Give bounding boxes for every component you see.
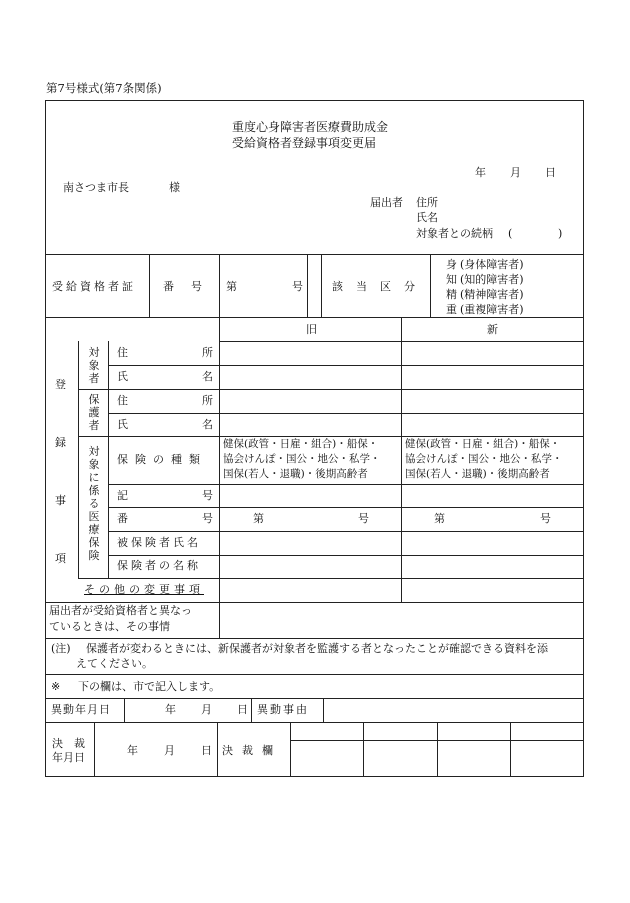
applicant-relation-label: 対象者との続柄 bbox=[416, 227, 493, 240]
insurance-option-old: 国保(若人・退職)・後期高齢者 bbox=[223, 468, 368, 480]
applicant-name-label: 氏名 bbox=[416, 211, 438, 224]
field-label: 所 bbox=[202, 346, 213, 359]
reason-line1: 届出者が受給資格者と異なっ bbox=[49, 604, 192, 617]
insurance-option-old: 健保(政管・日雇・組合)・船保・ bbox=[223, 438, 379, 450]
insurance-option-new: 健保(政管・日雇・組合)・船保・ bbox=[405, 438, 561, 450]
registration-label-char: 事 bbox=[55, 494, 66, 507]
divider bbox=[251, 698, 252, 722]
category-short: 重 bbox=[446, 303, 457, 316]
cert-number-label: 番 号 bbox=[163, 280, 205, 293]
change-day-label: 日 bbox=[237, 703, 248, 716]
subject-label: 対象者 bbox=[88, 346, 100, 385]
insurance-type-label: 保険の種類 bbox=[117, 453, 207, 466]
insurance-number-go-new: 号 bbox=[540, 512, 551, 525]
insurance-option-new: 国保(若人・退職)・後期高齢者 bbox=[405, 468, 550, 480]
divider bbox=[124, 698, 125, 722]
divider bbox=[78, 389, 584, 390]
outer-right-border bbox=[583, 100, 584, 777]
category-long: (精神障害者) bbox=[460, 288, 524, 301]
divider bbox=[45, 602, 584, 603]
field-label: 号 bbox=[202, 489, 213, 502]
addressee-honorific: 様 bbox=[169, 181, 180, 194]
decision-label-line2: 年月日 bbox=[52, 751, 85, 764]
category-short: 身 bbox=[446, 258, 457, 271]
category-long: (身体障害者) bbox=[460, 258, 524, 271]
insured-name-label: 被保険者氏名 bbox=[117, 536, 201, 549]
form-title: 重度心身障害者医療費助成金 bbox=[232, 120, 389, 134]
divider bbox=[401, 317, 402, 602]
registration-label-char: 録 bbox=[55, 436, 66, 449]
insurance-option-old: 協会けんぽ・国公・地公・私学・ bbox=[223, 453, 381, 465]
field-label: 氏 bbox=[117, 370, 128, 383]
divider bbox=[307, 254, 308, 317]
outer-left-border bbox=[45, 100, 46, 777]
guardian-label: 保護者 bbox=[88, 393, 100, 432]
date-month-label: 月 bbox=[510, 166, 521, 179]
divider bbox=[45, 317, 584, 318]
cert-number-go: 号 bbox=[292, 280, 303, 293]
decision-column-label: 決裁欄 bbox=[222, 744, 282, 757]
field-label: 住 bbox=[117, 394, 128, 407]
addressee-name: 南さつま市長 bbox=[63, 181, 129, 194]
divider bbox=[430, 254, 431, 317]
insurer-name-label: 保険者の名称 bbox=[117, 559, 201, 572]
field-label: 所 bbox=[202, 394, 213, 407]
date-year-label: 年 bbox=[475, 166, 486, 179]
divider bbox=[437, 722, 438, 776]
change-reason-label: 異動事由 bbox=[257, 703, 309, 716]
field-label: 名 bbox=[202, 418, 213, 431]
divider bbox=[323, 698, 324, 722]
applicant-label: 届出者 bbox=[370, 196, 403, 209]
divider bbox=[108, 507, 584, 508]
field-label: 名 bbox=[202, 370, 213, 383]
cert-label: 受給資格者証 bbox=[52, 280, 136, 293]
divider bbox=[78, 436, 584, 437]
divider bbox=[217, 722, 218, 776]
divider bbox=[45, 254, 584, 255]
insurance-label: 対象に係る医療保険 bbox=[88, 445, 100, 562]
note-line2: えてください。 bbox=[76, 657, 153, 670]
divider bbox=[45, 722, 584, 723]
divider bbox=[94, 722, 95, 776]
divider bbox=[45, 674, 584, 675]
divider bbox=[108, 555, 584, 556]
category-short: 知 bbox=[446, 273, 457, 286]
divider bbox=[108, 413, 584, 414]
category-label: 該当区分 bbox=[332, 280, 428, 293]
decision-day-label: 日 bbox=[201, 744, 212, 757]
divider bbox=[108, 341, 109, 578]
field-label: 住 bbox=[117, 346, 128, 359]
change-date-label: 異動年月日 bbox=[51, 703, 111, 716]
category-short: 精 bbox=[446, 288, 457, 301]
applicant-address-label: 住所 bbox=[416, 196, 438, 209]
field-label: 記 bbox=[117, 489, 128, 502]
decision-label-line1: 決 裁 bbox=[52, 737, 85, 750]
divider bbox=[219, 254, 220, 638]
cert-number-dai: 第 bbox=[226, 280, 237, 293]
divider bbox=[510, 722, 511, 776]
change-year-label: 年 bbox=[165, 703, 176, 716]
insurance-number-dai-old: 第 bbox=[253, 512, 264, 525]
outer-top-border bbox=[45, 100, 584, 101]
divider bbox=[363, 722, 364, 776]
column-old: 旧 bbox=[306, 323, 317, 336]
category-long: (知的障害者) bbox=[460, 273, 524, 286]
form-number: 第7号様式(第7条関係) bbox=[46, 81, 162, 95]
field-label: 氏 bbox=[117, 418, 128, 431]
divider bbox=[108, 484, 584, 485]
registration-label-char: 登 bbox=[55, 378, 66, 391]
notice-mark: ※ bbox=[51, 680, 61, 693]
divider bbox=[108, 531, 584, 532]
decision-year-label: 年 bbox=[127, 744, 138, 757]
column-new: 新 bbox=[487, 323, 498, 336]
relation-paren-open: ( bbox=[508, 227, 513, 240]
form-subtitle: 受給資格者登録事項変更届 bbox=[232, 136, 377, 150]
field-label: 号 bbox=[202, 512, 213, 525]
outer-bottom-border bbox=[45, 776, 584, 777]
reason-line2: ているときは、その事情 bbox=[49, 620, 170, 633]
relation-paren-close: ) bbox=[558, 227, 563, 240]
category-long: (重複障害者) bbox=[460, 303, 524, 316]
decision-month-label: 月 bbox=[164, 744, 175, 757]
insurance-number-go-old: 号 bbox=[358, 512, 369, 525]
change-month-label: 月 bbox=[201, 703, 212, 716]
divider bbox=[149, 254, 150, 317]
divider bbox=[45, 638, 584, 639]
divider bbox=[108, 365, 584, 366]
divider bbox=[78, 578, 584, 579]
divider bbox=[45, 698, 584, 699]
divider bbox=[290, 722, 291, 776]
note-line1: 保護者が変わるときには、新保護者が対象者を監護する者となったことが確認できる資料を添 bbox=[86, 642, 548, 655]
field-label: 番 bbox=[117, 512, 128, 525]
registration-label-char: 項 bbox=[55, 552, 66, 565]
other-changes-label: その他の変更事項 bbox=[84, 583, 204, 596]
insurance-option-new: 協会けんぽ・国公・地公・私学・ bbox=[405, 453, 563, 465]
notice-text: 下の欄は、市で記入します。 bbox=[78, 680, 221, 693]
divider bbox=[321, 254, 322, 317]
divider bbox=[78, 341, 79, 578]
insurance-number-dai-new: 第 bbox=[434, 512, 445, 525]
note-prefix: (注) bbox=[51, 642, 71, 655]
date-day-label: 日 bbox=[545, 166, 556, 179]
